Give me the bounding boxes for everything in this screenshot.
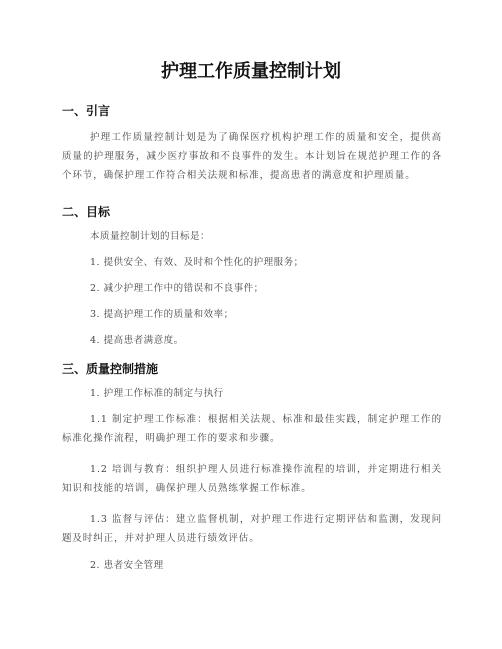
section-heading-measures: 三、质量控制措施 [62,362,159,376]
measures-subheading-2: 2. 患者安全管理 [90,560,164,571]
measures-subheading-1: 1. 护理工作标准的制定与执行 [90,388,224,399]
goals-lead: 本质量控制计划的目标是： [90,231,211,242]
goal-item-2: 2. 减少护理工作中的错误和不良事件； [90,283,264,294]
document-title: 护理工作质量控制计划 [161,61,341,82]
section-heading-intro: 一、引言 [62,104,111,118]
measure-paragraph-1-2: 1.2 培训与教育：组织护理人员进行标准操作流程的培训，并定期进行相关知识和技能的培训，确保护理人员熟练掌握工作标准。 [62,464,442,494]
intro-paragraph: 护理工作质量控制计划是为了确保医疗机构护理工作的质量和安全，提供高质量的护理服务，减少医疗事故和不良事件的发生。本计划旨在规范护理工作的各个环节，确保护理工作符合相关法规和标准，提高患者的满意度和护理质量。 [62,132,442,181]
goal-item-3: 3. 提高护理工作的质量和效率； [90,309,234,320]
measure-paragraph-1-3: 1.3 监督与评估：建立监督机制，对护理工作进行定期评估和监测，发现问题及时纠正，并对护理人员进行绩效评估。 [62,514,442,544]
measure-paragraph-1-1: 1.1 制定护理工作标准：根据相关法规、标准和最佳实践，制定护理工作的标准化操作流程，明确护理工作的要求和步骤。 [62,414,442,444]
section-heading-goals: 二、目标 [62,205,111,219]
goal-item-1: 1. 提供安全、有效、及时和个性化的护理服务； [90,257,304,268]
goal-item-4: 4. 提高患者满意度。 [90,335,184,346]
